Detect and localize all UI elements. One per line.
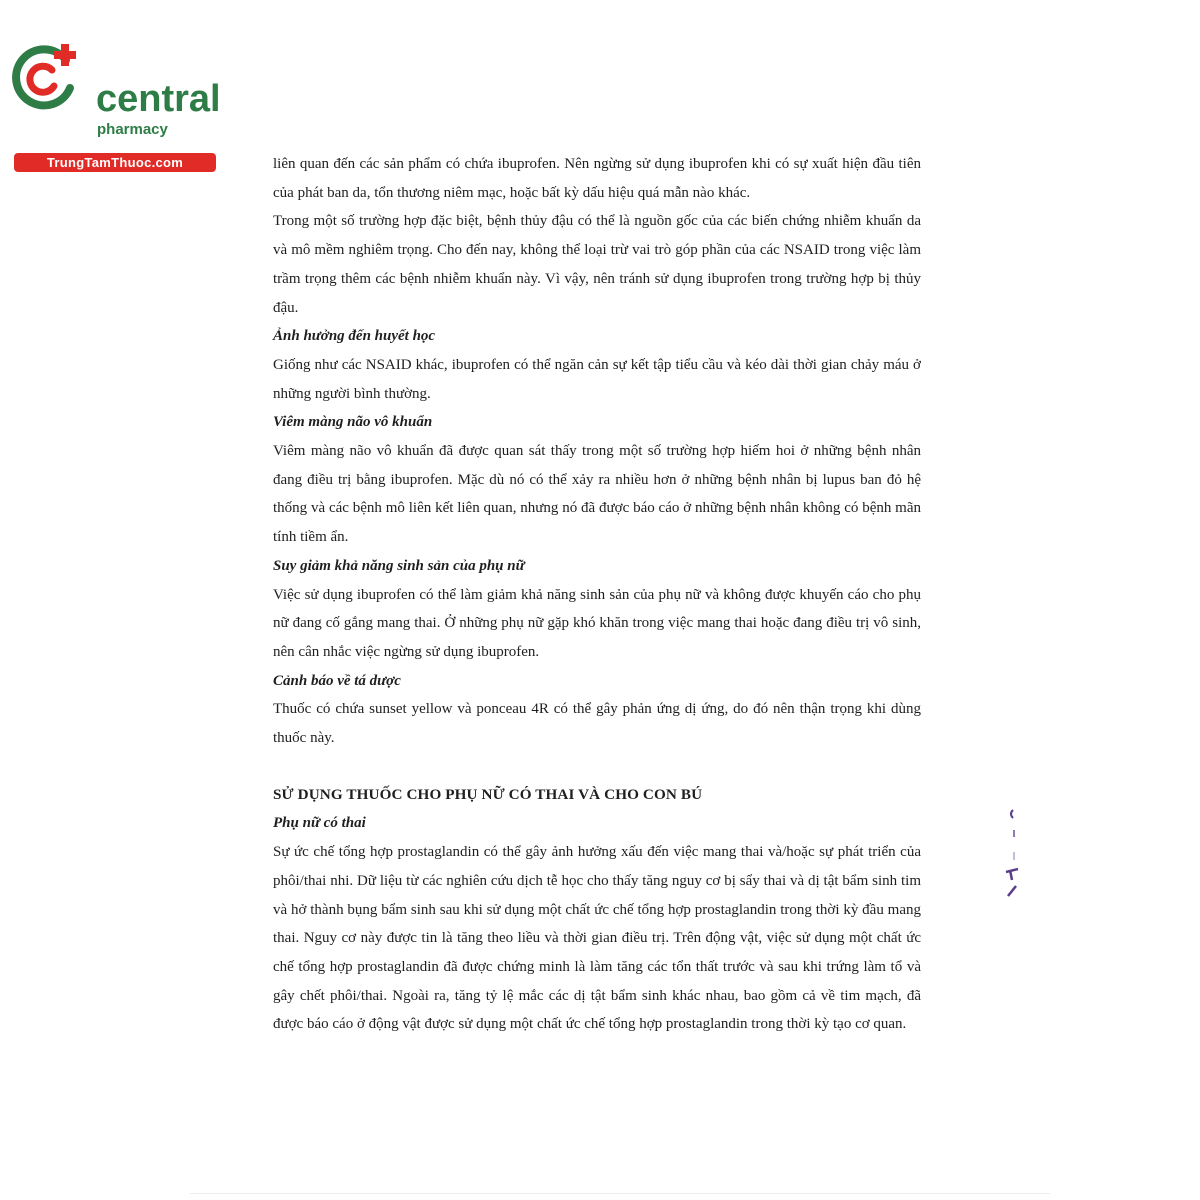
section-title: SỬ DỤNG THUỐC CHO PHỤ NỮ CÓ THAI VÀ CHO CON BÚ — [273, 785, 703, 803]
stamp-fragment-icon — [1004, 806, 1024, 898]
brand-website: TrungTamThuoc.com — [14, 153, 216, 172]
brand-subtitle: pharmacy — [97, 121, 168, 138]
document-body — [273, 150, 921, 1039]
heading-hematology: Ảnh hưởng đến huyết học — [273, 328, 436, 345]
paragraph-1: liên quan đến các sản phẩm có chứa ibuprofen. Nên ngừng sử dụng ibuprofen khi có sự xuất hiện đầu tiên của phát ban da, tổn thương niêm mạc, hoặc bất kỳ dấu hiệu quá mẫn nào khác. — [273, 156, 921, 201]
brand-logo — [8, 36, 221, 170]
heading-fertility: Suy giảm khả năng sinh sản của phụ nữ — [273, 557, 525, 574]
paragraph-2: Trong một số trường hợp đặc biệt, bệnh thủy đậu có thể là nguồn gốc của các biến chứng nhiễm khuẩn da và mô mềm nghiêm trọng. Cho đến nay, không thể loại trừ vai trò góp phần của các NSAID trong việc làm trầm trọng thêm các bệnh nhiễm khuẩn này. Vì vậy, nên tránh sử dụng ibuprofen trong trường hợp bị thủy đậu. — [273, 213, 921, 316]
paragraph-3: Giống như các NSAID khác, ibuprofen có thể ngăn cản sự kết tập tiểu cầu và kéo dài thời gian chảy máu ở những người bình thường. — [273, 356, 921, 402]
paragraph-4: Viêm màng não vô khuẩn đã được quan sát thấy trong một số trường hợp hiếm hoi ở những bệnh nhân đang điều trị bằng ibuprofen. Mặc dù nó có thể xảy ra nhiều hơn ở những bệnh nhân bị lupus ban đỏ hệ thống và các bệnh mô liên kết liên quan, nhưng nó đã được báo cáo ở những bệnh nhân không có bệnh mãn tính tiềm ẩn. — [273, 443, 921, 546]
paragraph-5: Việc sử dụng ibuprofen có thể làm giảm khả năng sinh sản của phụ nữ và không được khuyến cáo cho phụ nữ đang cố gắng mang thai. Ở những phụ nữ gặp khó khăn trong việc mang thai hoặc đang điều trị vô sinh, nên cân nhắc việc ngừng sử dụng ibuprofen. — [273, 586, 921, 660]
heading-pregnancy: Phụ nữ có thai — [273, 815, 366, 832]
heading-excipients: Cảnh báo về tá dược — [273, 672, 401, 689]
heading-aseptic-meningitis: Viêm màng não vô khuẩn — [273, 414, 433, 431]
logo-mark-icon — [8, 36, 88, 116]
brand-name: central — [96, 78, 221, 120]
paragraph-6: Thuốc có chứa sunset yellow và ponceau 4R có thể gây phản ứng dị ứng, do đó nên thận trọng khi dùng thuốc này. — [273, 701, 921, 747]
paragraph-7: Sự ức chế tổng hợp prostaglandin có thể gây ảnh hưởng xấu đến việc mang thai và/hoặc sự phát triển của phôi/thai nhi. Dữ liệu từ các nghiên cứu dịch tễ học cho thấy tăng nguy cơ bị sẩy thai và dị tật bẩm sinh tim và hở thành bụng bẩm sinh sau khi sử dụng một chất ức chế tổng hợp prostaglandin trong thời kỳ đầu mang thai. Nguy cơ này được tin là tăng theo liều và thời gian điều trị. Trên động vật, việc sử dụng một chất ức chế tổng hợp prostaglandin đã được chứng minh là làm tăng các tổn thất trước và sau khi trứng làm tổ và gây chết phôi/thai. Ngoài ra, tăng tỷ lệ mắc các dị tật bẩm sinh khác nhau, bao gồm cả về tim mạch, đã được báo cáo ở động vật được sử dụng một chất ức chế tổng hợp prostaglandin trong thời kỳ tạo cơ quan. — [273, 844, 921, 1033]
scan-edge-line — [190, 1193, 1050, 1194]
